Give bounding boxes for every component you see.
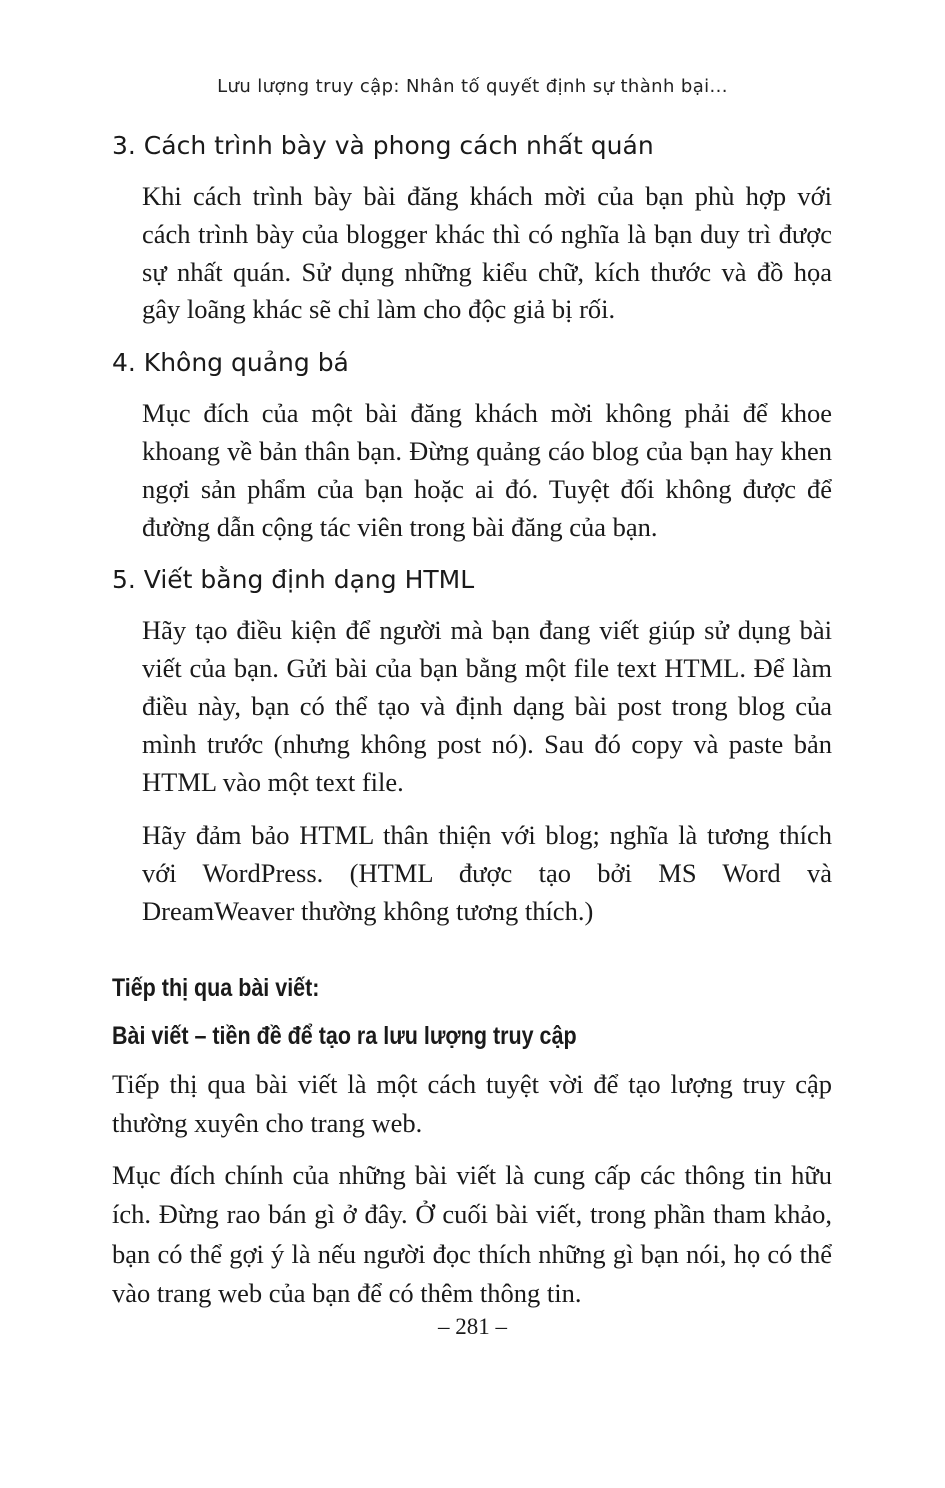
- list-item-title: 4. Không quảng bá: [112, 348, 349, 378]
- list-item-paragraph: Mục đích của một bài đăng khách mời không phải để khoe khoang về bản thân bạn. Đừng quảng cáo blog của bạn hay khen ngợi sản phẩm của bạn hoặc ai đó. Tuyệt đối không được để đường dẫn cộng tác viên trong bài đăng của bạn.: [142, 398, 832, 542]
- page-content: [112, 128, 832, 1326]
- list-item-title: 3. Cách trình bày và phong cách nhất quán: [112, 131, 654, 160]
- page-number: – 281 –: [438, 1314, 507, 1339]
- list-item-paragraph: Khi cách trình bày bài đăng khách mời của bạn phù hợp với cách trình bày của blogger khác thì có nghĩa là bạn duy trì được sự nhất quán. Sử dụng những kiểu chữ, kích thước và đồ họa gây loãng khác sẽ chỉ làm cho độc giả bị rối.: [142, 181, 832, 325]
- list-item-5: [112, 562, 832, 930]
- section-heading-line-2: Bài viết – tiền đề để tạo ra lưu lượng truy cập: [112, 1021, 577, 1050]
- list-item-title: 5. Viết bằng định dạng HTML: [112, 565, 475, 595]
- section-heading-line-1: Tiếp thị qua bài viết:: [112, 973, 320, 1002]
- running-header: Lưu lượng truy cập: Nhân tố quyết định sự thành bại...: [217, 76, 728, 97]
- section-paragraph: Tiếp thị qua bài viết là một cách tuyệt vời để tạo lượng truy cập thường xuyên cho trang web.: [112, 1068, 832, 1139]
- list-item-paragraph: Hãy tạo điều kiện để người mà bạn đang viết giúp sử dụng bài viết của bạn. Gửi bài của bạn bằng một file text HTML. Để làm điều này, bạn có thể tạo và định dạng bài post trong blog của mình trước (nhưng không post nó). Sau đó copy và paste bản HTML vào một text file.: [142, 615, 832, 797]
- list-item-3: [112, 128, 832, 329]
- section-paragraph: Mục đích chính của những bài viết là cung cấp các thông tin hữu ích. Đừng rao bán gì ở đây. Ở cuối bài viết, trong phần tham khảo, bạn có thể gợi ý là nếu người đọc thích những gì bạn nói, họ có thể vào trang web của bạn để có thêm thông tin.: [112, 1159, 832, 1309]
- list-item-4: [112, 345, 832, 546]
- list-item-paragraph: Hãy đảm bảo HTML thân thiện với blog; nghĩa là tương thích với WordPress. (HTML được tạo bởi MS Word và DreamWeaver thường không tương thích.): [142, 820, 832, 926]
